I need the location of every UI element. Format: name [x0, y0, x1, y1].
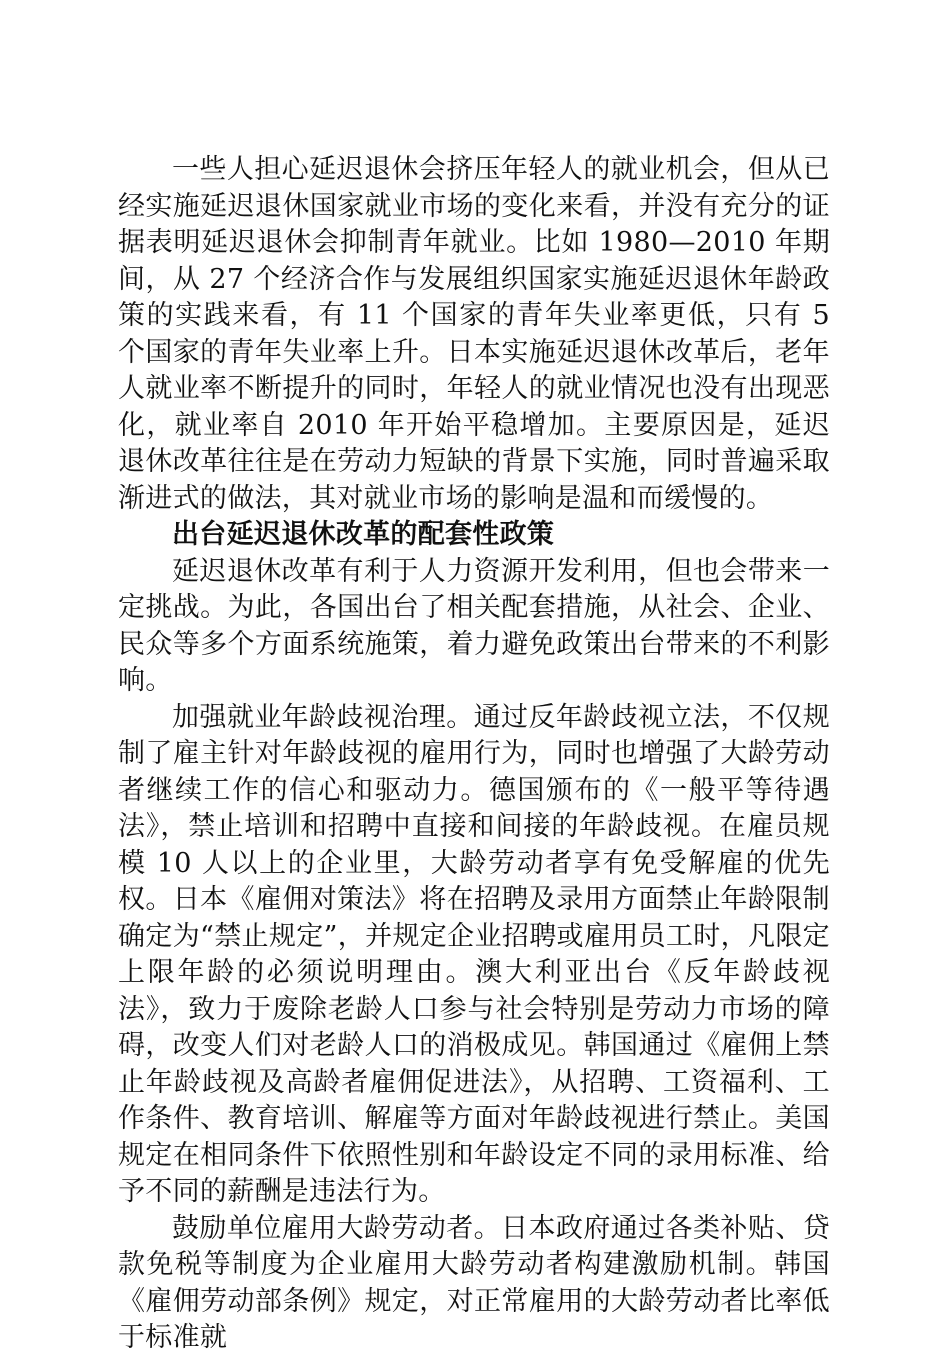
document-body	[118, 152, 830, 1357]
paragraph-supporting-measures: 延迟退休改革有利于人力资源开发利用，但也会带来一定挑战。为此，各国出台了相关配套措施，从社会、企业、民众等多个方面系统施策，着力避免政策出台带来的不利影响。	[118, 555, 830, 696]
paragraph-age-discrimination: 加强就业年龄歧视治理。通过反年龄歧视立法，不仅规制了雇主针对年龄歧视的雇用行为，同时也增强了大龄劳动者继续工作的信心和驱动力。德国颁布的《一般平等待遇法》，禁止培训和招聘中直接和间接的年龄歧视。在雇员规模 10 人以上的企业里，大龄劳动者享有免受解雇的优先权。日本《雇佣对策法》将在招聘及录用方面禁止年龄限制确定为“禁止规定”，并规定企业招聘或雇用员工时，凡限定上限年龄的必须说明理由。澳大利亚出台《反年龄歧视法》，致力于废除老龄人口参与社会特别是劳动力市场的障碍，改变人们对老龄人口的消极成见。韩国通过《雇佣上禁止年龄歧视及高龄者雇佣促进法》，从招聘、工资福利、工作条件、教育培训、解雇等方面对年龄歧视进行禁止。美国规定在相同条件下依照性别和年龄设定不同的录用标准、给予不同的薪酬是违法行为。	[118, 701, 830, 1207]
section-heading: 出台延迟退休改革的配套性政策	[172, 519, 555, 550]
paragraph-encourage-employers: 鼓励单位雇用大龄劳动者。日本政府通过各类补贴、贷款免税等制度为企业雇用大龄劳动者构建激励机制。韩国《雇佣劳动部条例》规定，对正常雇用的大龄劳动者比率低于标准就	[118, 1212, 830, 1353]
paragraph-youth-employment: 一些人担心延迟退休会挤压年轻人的就业机会，但从已经实施延迟退休国家就业市场的变化来看，并没有充分的证据表明延迟退休会抑制青年就业。比如 1980—2010 年期间，从 27 个经济合作与发展组织国家实施延迟退休年龄政策的实践来看，有 11 个国家的青年失业率更低，只有 5 个国家的青年失业率上升。日本实施延迟退休改革后，老年人就业率不断提升的同时，年轻人的就业情况也没有出现恶化，就业率自 2010 年开始平稳增加。主要原因是，延迟退休改革往往是在劳动力短缺的背景下实施，同时普遍采取渐进式的做法，其对就业市场的影响是温和而缓慢的。	[118, 154, 830, 514]
